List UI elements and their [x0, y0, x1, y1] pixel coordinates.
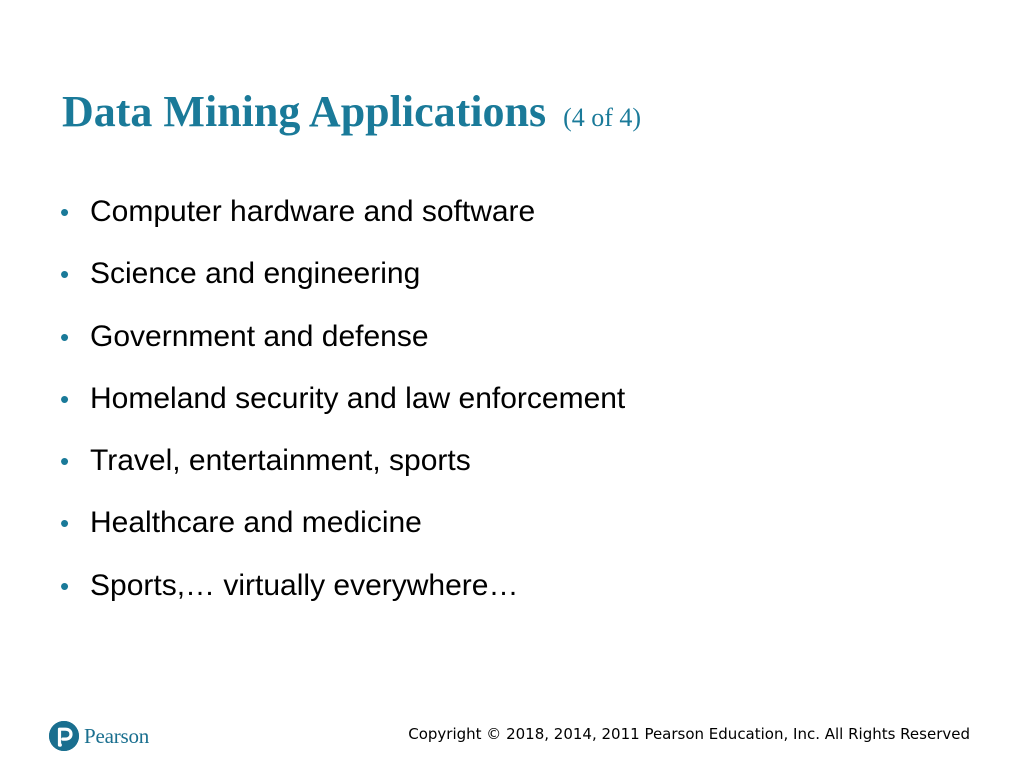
list-item: [58, 377, 625, 439]
pearson-p-icon-svg: [49, 721, 79, 751]
bullet-icon: •: [60, 570, 70, 601]
bullet-text: Computer hardware and software: [90, 195, 536, 228]
bullet-text: Sports,… virtually everywhere…: [90, 568, 519, 602]
bullet-text: Healthcare and medicine: [90, 506, 422, 540]
list-item: [58, 252, 625, 314]
bullet-icon: •: [60, 197, 70, 227]
list-item: [58, 439, 625, 501]
bullet-text: Government and defense: [90, 319, 429, 353]
list-item: [58, 501, 625, 563]
bullet-list: [58, 190, 625, 626]
bullet-text: Science and engineering: [90, 257, 421, 291]
bullet-icon: •: [60, 321, 70, 352]
list-item: [58, 315, 625, 377]
bullet-icon: •: [60, 383, 70, 414]
pearson-logo: [49, 720, 149, 752]
bullet-icon: •: [60, 446, 70, 477]
list-item: [58, 564, 625, 626]
copyright-notice: Copyright © 2018, 2014, 2011 Pearson Education, Inc. All Rights Reserved: [408, 725, 970, 743]
bullet-icon: •: [60, 508, 70, 539]
pearson-p-icon: [49, 721, 79, 751]
slide-subtitle: (4 of 4): [563, 103, 642, 132]
bullet-text: Travel, entertainment, sports: [90, 444, 471, 478]
slide-title-text: Data Mining Applications: [62, 87, 547, 136]
bullet-icon: •: [60, 259, 70, 290]
list-item: [58, 190, 625, 252]
bullet-text: Homeland security and law enforcement: [90, 381, 626, 415]
pearson-logo-text: Pearson: [84, 723, 150, 748]
slide-title: [62, 84, 641, 146]
